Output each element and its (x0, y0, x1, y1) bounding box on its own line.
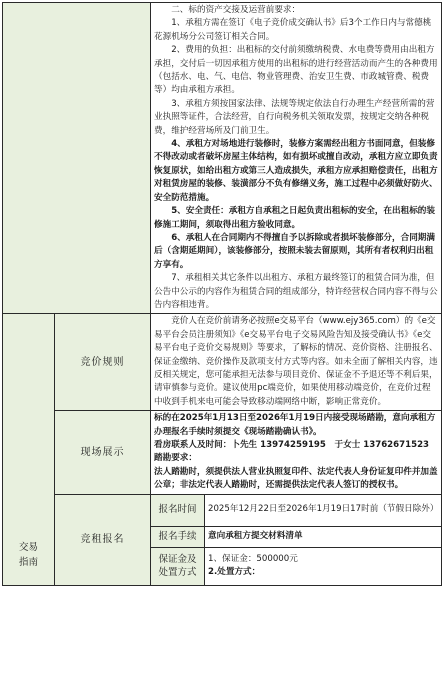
bidding-rules-label: 竞价规则 (55, 314, 151, 411)
site-viewing-row (3, 411, 442, 494)
registration-time-label: 报名时间 (151, 494, 205, 526)
registration-procedure-label: 报名手续 (151, 526, 205, 547)
handover-requirements-content (151, 3, 442, 314)
registration-label: 竞租报名 (55, 494, 151, 585)
requirement-paragraph: 6、承租人在合同期内不得擅自予以拆除或者损坏装修部分，合同期满后（含期延期间），该装修部分，按照未装去留原则，其所有者权利归出租方享有。 (154, 232, 435, 270)
deposit-disposal: 2.处置方式： (208, 567, 261, 578)
deposit-label: 保证金及处置方式 (151, 547, 205, 585)
site-viewing-line: 标的在2025年1月13日至2026年1月19日内接受现场踏勘，意向承租方办理报名手续时须提交《现场踏勘确认书》。 (154, 413, 436, 437)
bidding-rules-text: 竞价人在竞价前请务必按照e交易平台（www.ejy365.com）的《e交易平台会员注册须知》《e交易平台电子交易风险告知及接受确认书》《e交易平台电子竞价交易规则》等要求，了解标的情况、竞价资格、注册报名、保证金缴纳、竞价操作及款项支付方式等内容。如未全面了解相关内容，违反相关规定，您可能承担无法参与项目竞价、保证金不予退还等不利后果，请审慎参与竞价。建议使用pc端竞价，如果使用移动端竞价，在竞价过程中收到手机来电可能会导致移动端网络中断，影响正常竞价。 (154, 316, 438, 407)
registration-procedure-value: 意向承租方提交材料清单 (205, 526, 442, 547)
registration-time-value: 2025年12月22日至2026年1月19日17时前（节假日除外） (205, 494, 442, 526)
requirement-paragraph: 1、承租方需在签订《电子竞价成交确认书》后3个工作日内与常德桃花源机场分公司签订相关合同。 (154, 18, 432, 42)
category-label: 交易 指南 (18, 542, 38, 569)
requirement-paragraph: 3、承租方须按国家法律、法规等规定依法自行办理生产经营所需的营业执照等证件，合法经营，自行向税务机关领取发票，按规定交纳各种税费，维护经营场所及门前卫生。 (154, 98, 435, 136)
site-viewing-content (151, 411, 442, 494)
bidding-rules-content (151, 314, 442, 411)
site-viewing-line: 法人踏勘时，须提供法人营业执照复印件、法定代表人身份证复印件并加盖公章；非法定代表人踏勘时，还需提供法定代表人签订的授权书。 (154, 466, 438, 491)
blank-label-cell (3, 3, 151, 314)
category-label-cell (3, 314, 55, 585)
handover-requirements-row (3, 3, 442, 314)
requirement-paragraph: 7、承租相关其它条件以出租方、承租方最终签订的租赁合同为准，但公告中公示的内容作为租赁合同的组成部分，特许经营权合同内容不得与公告内容相违背。 (154, 273, 438, 310)
requirement-paragraph: 2、费用的负担：出租标的交付前须缴纳税费、水电费等费用由出租方承担，交付后一切因承租方使用的出租标的进行经营活动而产生的各种费用（包括水、电、气、电信、物业管理费、治安卫生费、市政城管费、税费等）均由承租方承担。 (154, 45, 438, 96)
deposit-value (205, 547, 442, 585)
deposit-amount: 1、保证金：500000元 (208, 553, 298, 564)
bidding-rules-row (3, 314, 442, 411)
registration-time-row (3, 494, 442, 526)
announcement-table (2, 2, 442, 586)
site-viewing-label: 现场展示 (55, 411, 151, 494)
requirement-paragraph: 4、承租方对场地进行装修时，装修方案需经出租方书面同意，但装修不得改动或者破坏房屋主体结构，如有损坏或擅自改动，承租方应立即负责恢复原状，如给出租方或第三人造成损失，承租方应承担赔偿责任，出租方对租赁房屋的装修、装潢部分不负有修缮义务，施工过程中必须做好防火、安全防范措施。 (154, 139, 438, 203)
section-heading: 二、标的资产交接及运营前要求： (171, 5, 301, 15)
site-viewing-line: 看房联系人及时间：卜先生 13974259195 于女士 13762671523 踏勘要求： (154, 440, 438, 464)
requirement-paragraph: 5、安全责任：承租方自承租之日起负责出租标的安全，在出租标的装修施工期间，须取得出租方验收同意。 (154, 206, 435, 230)
